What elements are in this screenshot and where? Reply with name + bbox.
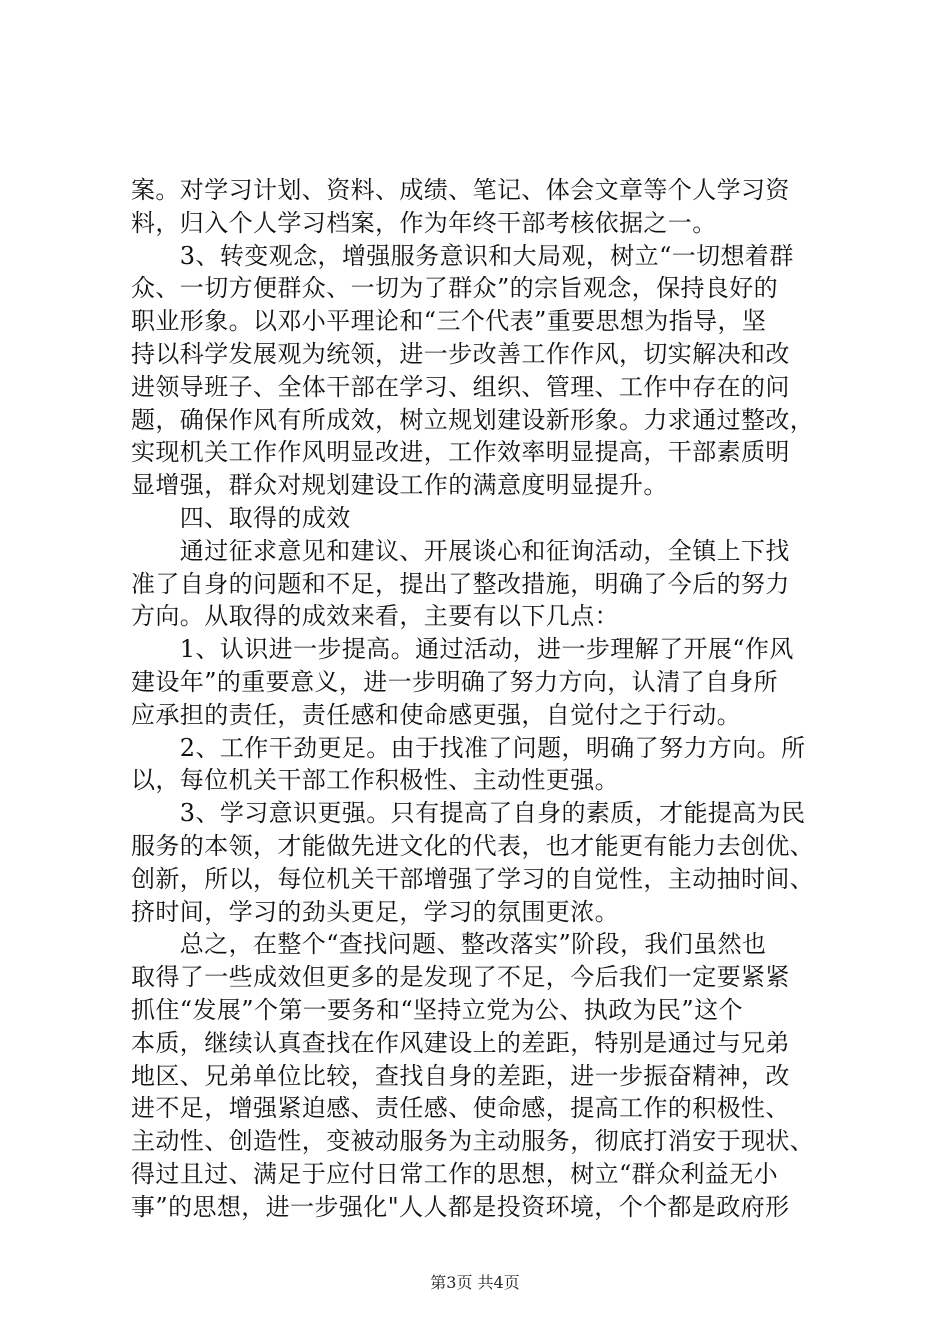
text-line: 1、认识进一步提高。通过活动，进一步理解了开展“作风 (131, 635, 794, 664)
text-line: 总之，在整个“查找问题、整改落实”阶段，我们虽然也 (131, 930, 767, 959)
text-line: 进不足，增强紧迫感、责任感、使命感，提高工作的积极性、 (131, 1094, 790, 1123)
text-line: 准了自身的问题和不足，提出了整改措施，明确了今后的努力 (131, 569, 790, 598)
text-line: 通过征求意见和建议、开展谈心和征询活动，全镇上下找 (131, 536, 790, 565)
text-line: 取得了一些成效但更多的是发现了不足，今后我们一定要紧紧 (131, 963, 790, 992)
text-line: 建设年”的重要意义，进一步明确了努力方向，认清了自身所 (131, 667, 779, 696)
text-line: 应承担的责任，责任感和使命感更强，自觉付之于行动。 (131, 700, 741, 729)
text-line: 持以科学发展观为统领，进一步改善工作作风，切实解决和改 (131, 339, 790, 368)
text-line: 以，每位机关干部工作积极性、主动性更强。 (131, 766, 619, 795)
page-number-footer: 第3页 共4页 (430, 1273, 520, 1292)
text-line: 本质，继续认真查找在作风建设上的差距，特别是通过与兄弟 (131, 1028, 790, 1057)
body-text (131, 174, 831, 1224)
text-line: 料，归入个人学习档案，作为年终干部考核依据之一。 (131, 208, 717, 237)
text-line: 显增强，群众对规划建设工作的满意度明显提升。 (131, 471, 668, 500)
text-line: 创新，所以，每位机关干部增强了学习的自觉性，主动抽时间、 (131, 864, 815, 893)
text-line: 抓住“发展”个第一要务和“坚持立党为公、执政为民”这个 (131, 995, 743, 1024)
section-heading: 四、取得的成效 (131, 503, 351, 532)
text-line: 进领导班子、全体干部在学习、组织、管理、工作中存在的问 (131, 372, 790, 401)
text-line: 事”的思想，进一步强化"人人都是投资环境，个个都是政府形 (131, 1192, 790, 1221)
text-line: 题，确保作风有所成效，树立规划建设新形象。力求通过整改， (131, 405, 815, 434)
text-line: 服务的本领，才能做先进文化的代表，也才能更有能力去创优、 (131, 831, 815, 860)
text-line: 地区、兄弟单位比较，查找自身的差距，进一步振奋精神，改 (131, 1061, 790, 1090)
text-line: 得过且过、满足于应付日常工作的思想，树立“群众利益无小 (131, 1159, 779, 1188)
text-line: 主动性、创造性，变被动服务为主动服务，彻底打消安于现状、 (131, 1127, 815, 1156)
text-line: 3、学习意识更强。只有提高了自身的素质，才能提高为民 (131, 799, 806, 828)
text-line: 挤时间，学习的劲头更足，学习的氛围更浓。 (131, 897, 619, 926)
text-line: 方向。从取得的成效来看，主要有以下几点： (131, 602, 619, 631)
text-line: 3、转变观念，增强服务意识和大局观，树立“一切想着群 (131, 241, 794, 270)
text-line: 实现机关工作作风明显改进，工作效率明显提高，干部素质明 (131, 438, 790, 467)
text-line: 众、一切方便群众、一切为了群众”的宗旨观念，保持良好的 (131, 274, 779, 303)
text-line: 案。对学习计划、资料、成绩、笔记、体会文章等个人学习资 (131, 176, 790, 204)
text-line: 职业形象。以邓小平理论和“三个代表”重要思想为指导，坚 (131, 307, 767, 336)
text-line: 2、工作干劲更足。由于找准了问题，明确了努力方向。所 (131, 733, 806, 762)
